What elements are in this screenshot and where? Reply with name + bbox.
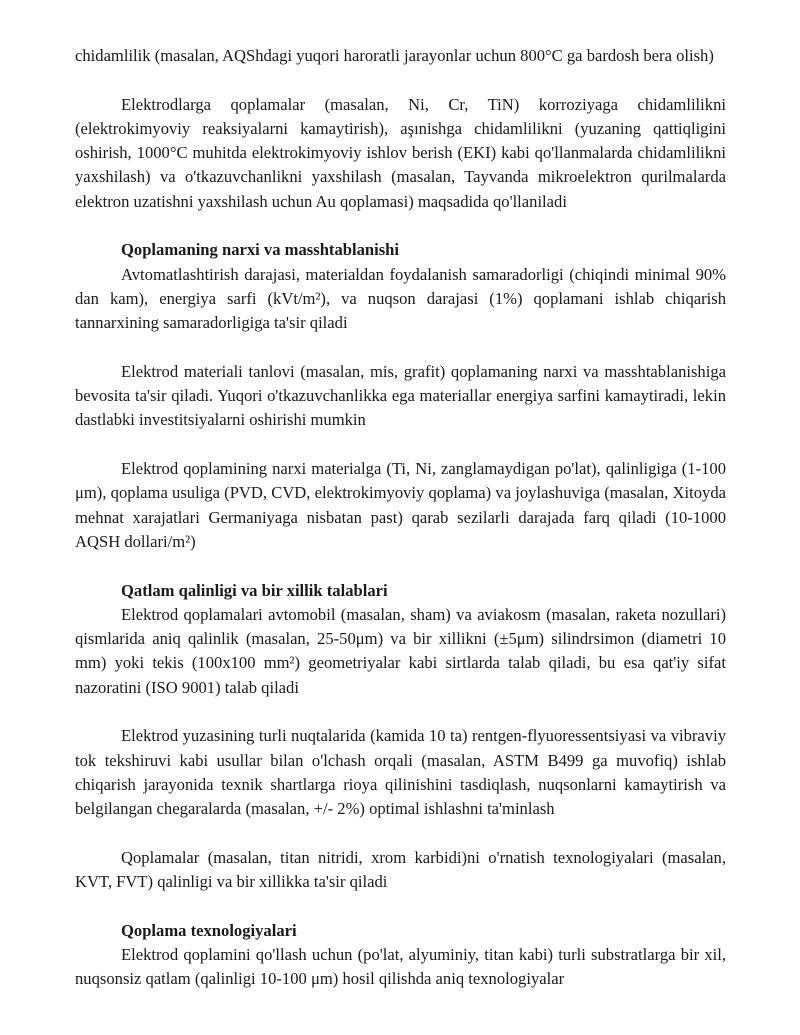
paragraph-coating-price: Elektrod qoplamining narxi materialga (Ti, Ni, zanglamaydigan po'lat), qalinligiga (1-100 μm), qoplama usuliga (PVD, CVD, elektrokimyoviy qoplama) va joylashuviga (masalan, Xitoyda mehnat xarajatlari Germaniyaga nisbatan past) qarab sezilarli darajada farq qiladi (10-1000 AQSH dollari/m²) [75,459,726,551]
paragraph-electrode-material: Elektrod materiali tanlovi (masalan, mis, grafit) qoplamaning narxi va masshtablanishiga bevosita ta'sir qiladi. Yuqori o'tkazuvchanlikka ega materiallar energiya sarfini kamaytiradi, lekin dastlabki investitsiyalarni oshirishi mumkin [75,361,726,430]
section-heading-coating-technologies: Qoplama texnologiyalari [121,920,297,940]
paragraph-automation-cost: Avtomatlashtirish darajasi, materialdan foydalanish samaradorligi (chiqindi minimal 90% dan kam), energiya sarfi (kVt/m²), va nuqson darajasi (1%) qoplamani ishlab chiqarish tannarxining samaradorligiga ta'sir qiladi [75,264,726,333]
paragraph-thickness-requirements: Elektrod qoplamalari avtomobil (masalan, sham) va aviakosm (masalan, raketa nozullari) qismlarida aniq qalinlik (masalan, 25-50μm) va bir xillikni (±5μm) silindrsimon (diametri 10 mm) yoki tekis (100x100 mm²) geometriyalar kabi sirtlarda talab qiladi, bu esa qat'iy sifat nazoratini (ISO 9001) talab qiladi [75,604,726,697]
paragraph-coatings-purpose: Elektrodlarga qoplamalar (masalan, Ni, Cr, TiN) korroziyaga chidamlilikni (elektrokimyoviy reaksiyalarni kamaytirish), aşınishga chidamlilikni (yuzaning qattiqligini oshirish, 1000°C muhitda elektrokimyoviy ishlov berish (EKI) kabi qo'llanmalarda chidamlilikni yaxshilash) va o'tkazuvchanlikni yaxshilash (masalan, Tayvanda mikroelektron qurilmalarda elektron uzatishni yaxshilash uchun Au qoplamasi) maqsadida qo'llaniladi [75,94,726,211]
paragraph-measurement: Elektrod yuzasining turli nuqtalarida (kamida 10 ta) rentgen-flyuoressentsiyasi va vibraviy tok tekshiruvi kabi usullar bilan o'lchash orqali (masalan, ASTM B499 ga muvofiq) ishlab chiqarish jarayonida texnik shartlarga rioya qilinishini tasdiqlash, nuqsonlarni kamaytirish va belgilangan chegaralarda (masalan, +/- 2%) optimal ishlashni ta'minlash [75,726,726,819]
paragraph-continuation: chidamlilik (masalan, AQShdagi yuqori haroratli jarayonlar uchun 800°C ga bardosh bera olish) [75,46,714,65]
section-heading-thickness-uniformity: Qatlam qalinligi va bir xillik talablari [121,580,388,600]
section-heading-cost-scaling: Qoplamaning narxi va masshtablanishi [121,240,400,260]
document-page [75,44,726,992]
paragraph-coating-application: Elektrod qoplamini qo'llash uchun (po'lat, alyuminiy, titan kabi) turli substratlarga bir xil, nuqsonsiz qatlam (qalinligi 10-100 μm) hosil qilishda aniq texnologiyalar [75,944,726,989]
paragraph-deposition-tech: Qoplamalar (masalan, titan nitridi, xrom karbidi)ni o'rnatish texnologiyalari (masalan, KVT, FVT) qalinligi va bir xillikka ta'sir qiladi [75,847,726,892]
